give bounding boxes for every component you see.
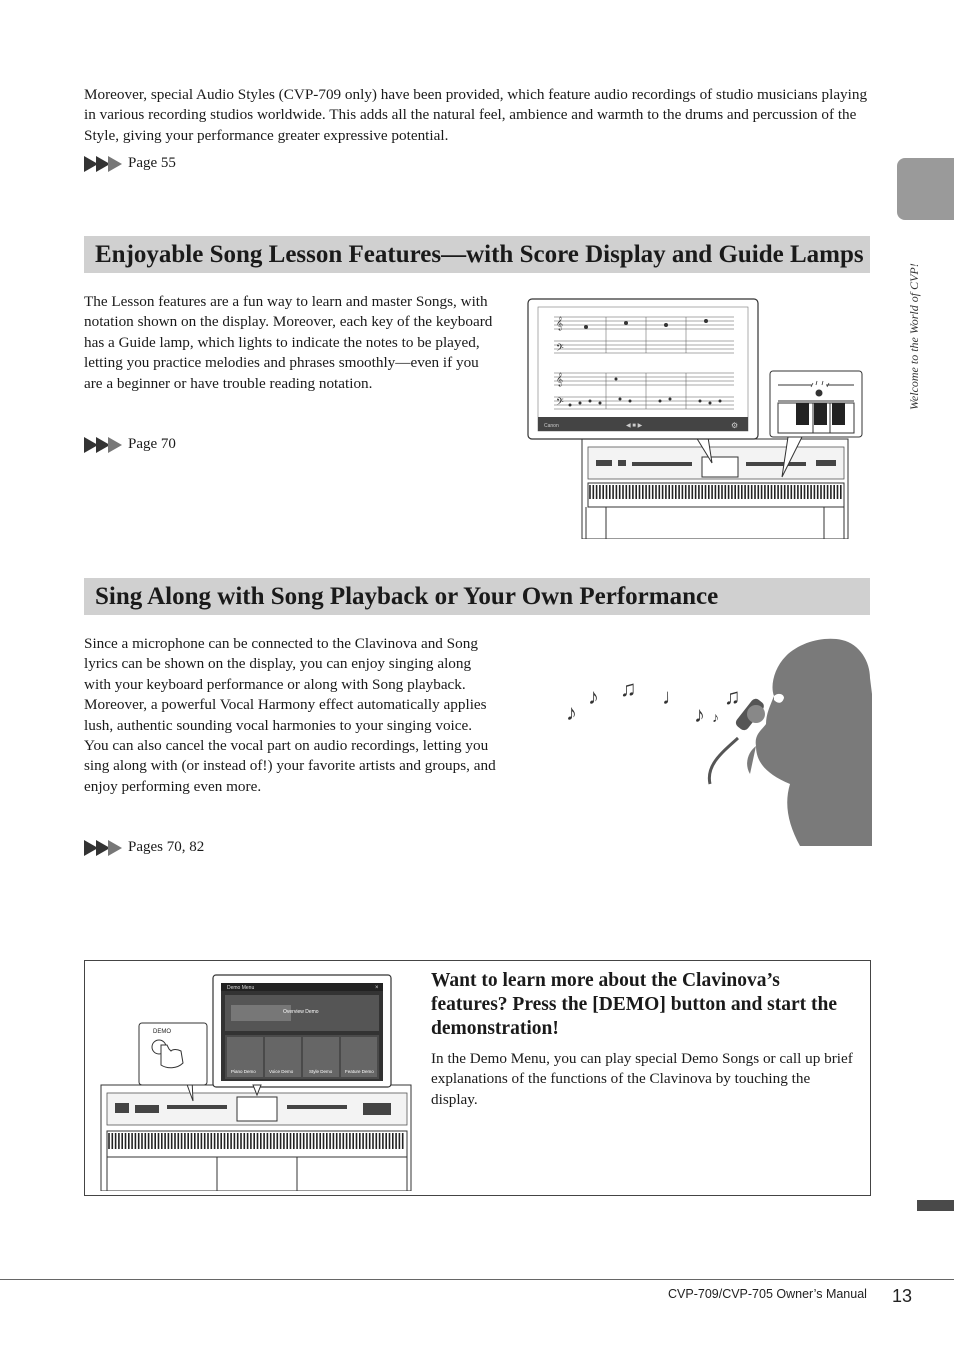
svg-text:𝄞: 𝄞 [556, 316, 564, 330]
reference-arrow-icon [84, 437, 120, 453]
page-number: 13 [892, 1286, 913, 1306]
svg-text:◀ ■ ▶: ◀ ■ ▶ [626, 423, 643, 429]
page-reference [84, 839, 204, 856]
svg-text:♩: ♩ [662, 684, 684, 709]
page-reference [84, 436, 176, 453]
section-heading-bar [84, 578, 870, 615]
demo-paragraph: In the Demo Menu, you can play special Demo Songs or call up brief explanations of the functions of the Clavinova by touching the display. [431, 1050, 853, 1108]
demo-screen-button: Style Demo [309, 1069, 333, 1074]
svg-text:⚙: ⚙ [731, 421, 739, 430]
chapter-tab-text: Welcome to the World of CVP! [907, 263, 921, 410]
footer-rule [0, 1279, 954, 1280]
demo-screen-title: Demo Menu [227, 985, 255, 991]
intro-paragraph: Moreover, special Audio Styles (CVP-709 only) have been provided, which feature audio recordings of studio musicians playing in various recording studios worldwide. This adds all the natural feel, ambience and warmth to the drums and percussion of the Style, giving your performance greater expressive potential. [84, 86, 868, 144]
demo-button-label: DEMO [153, 1029, 171, 1035]
demo-screen-button: Voice Demo [269, 1069, 294, 1074]
reference-text: Pages 70, 82 [128, 839, 205, 855]
demo-heading: Want to learn more about the Clavinova’s features? Press the [DEMO] button and start the demonstration! [431, 970, 838, 1039]
svg-text:♪: ♪ [712, 709, 719, 725]
lesson-illustration [526, 297, 866, 539]
demo-screen-button: Feature Demo [345, 1069, 374, 1074]
lesson-paragraph: The Lesson features are a fun way to learn and master Songs, with notation shown on the display. Moreover, each key of the keyboard has a Guide lamp, which lights to indicate the notes to be played, letting you practice melodies and phrases smoothly—even if you are a beginner or have trouble reading notation. [84, 293, 493, 392]
svg-text:♫: ♫ [620, 676, 637, 701]
demo-screen-button: Piano Demo [231, 1069, 256, 1074]
svg-text:𝄢: 𝄢 [556, 396, 564, 410]
screen-song-name: Canon [544, 423, 559, 429]
svg-text:♪: ♪ [588, 684, 599, 709]
chapter-tab [897, 158, 954, 220]
svg-text:♪: ♪ [694, 702, 705, 727]
demo-info-box [84, 960, 871, 1196]
reference-arrow-icon [84, 840, 120, 856]
footer-manual-title: CVP-709/CVP-705 Owner’s Manual [668, 1287, 867, 1301]
svg-text:𝄞: 𝄞 [556, 372, 564, 386]
demo-screen-overview: Overview Demo [283, 1009, 319, 1015]
reference-arrow-icon [84, 156, 120, 172]
svg-text:♪: ♪ [566, 700, 577, 725]
page-marker [917, 1200, 954, 1211]
reference-text: Page 55 [128, 155, 176, 171]
sing-paragraph: Since a microphone can be connected to the Clavinova and Song lyrics can be shown on the display, you can enjoy singing along with your keyboard performance or along with Song playback. Moreover, a powerful Vocal Harmony effect automatically applies lush, authentic sounding vocal harmonies to your singing voice. You can also cancel the vocal part on audio recordings, letting you sing along with (or instead of!) your favorite artists and groups, and enjoy performing even more. [84, 635, 496, 795]
section-heading-lesson: Enjoyable Song Lesson Features—with Score Display and Guide Lamps [95, 241, 864, 268]
page-reference [84, 155, 176, 172]
svg-text:♫: ♫ [724, 684, 741, 709]
demo-illustration [97, 973, 417, 1191]
section-heading-sing: Sing Along with Song Playback or Your Own Performance [95, 583, 719, 610]
singer-illustration [560, 634, 872, 846]
svg-text:𝄢: 𝄢 [556, 342, 564, 356]
reference-text: Page 70 [128, 436, 176, 452]
section-heading-bar [84, 236, 870, 273]
svg-text:×: × [375, 985, 379, 991]
